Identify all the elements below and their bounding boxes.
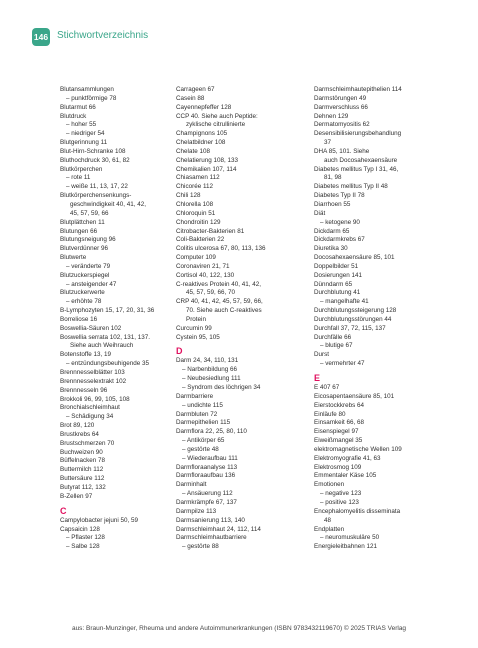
index-entry: Diät [314, 209, 326, 217]
index-subentry: 45, 57, 59, 66, 70 [186, 289, 236, 297]
section-letter: E [314, 373, 321, 383]
index-column-1 [60, 86, 172, 552]
index-subentry: geschwindigkeit 40, 41, 42, [70, 200, 146, 208]
index-entry: DHA 85, 101. Siehe [314, 147, 370, 155]
index-subentry: zyklische citrullinierte [186, 121, 246, 129]
index-entry: Brustschmerzen 70 [60, 439, 115, 447]
index-subentry: – Narbenbildung 66 [182, 366, 237, 374]
index-entry: Boswellia-Säuren 102 [60, 324, 122, 332]
index-entry: Diabetes Typ II 78 [314, 192, 365, 200]
index-subentry: – ketogene 90 [320, 218, 360, 226]
index-subentry: – Ansäuerung 112 [182, 490, 233, 498]
index-entry: Darm 24, 34, 110, 131 [176, 357, 239, 365]
index-subentry: – neuromuskuläre 50 [320, 534, 380, 542]
index-entry: Curcumin 99 [176, 324, 212, 332]
section-letter: D [176, 346, 183, 357]
index-entry: Emmentaler Käse 105 [314, 472, 377, 480]
index-entry: Brennnesseln 96 [60, 386, 108, 394]
index-entry: Desensibilisierungsbehandlung [314, 130, 402, 138]
index-entry: Casein 88 [176, 94, 205, 102]
index-subentry: – hoher 55 [66, 121, 97, 129]
index-subentry: 45, 57, 59, 66 [70, 209, 109, 217]
index-entry: Chicorée 112 [176, 183, 213, 191]
index-entry: Blutkörperchensenkungs- [60, 192, 132, 200]
index-entry: Durchfälle 66 [314, 333, 352, 341]
index-entry: Durst [314, 351, 330, 359]
index-entry: Blutplättchen 11 [60, 218, 105, 226]
index-entry: Blutkörperchen [60, 165, 103, 173]
index-subentry: – Neubesiedlung 111 [182, 375, 241, 383]
index-subentry: – gestörte 88 [182, 543, 219, 551]
index-subentry: – entzündungsbeuhigende 35 [66, 360, 149, 368]
index-entry: Eisenspiegel 97 [314, 428, 359, 436]
index-subentry: – veränderte 79 [66, 262, 111, 270]
index-entry: Citrobacter-Bakterien 81 [176, 227, 245, 235]
index-entry: Champignons 105 [176, 130, 228, 138]
index-entry: Durchblutungsstörungen 44 [314, 315, 392, 323]
index-subentry: 37 [324, 139, 332, 147]
index-subentry: 48 [324, 516, 332, 524]
index-entry: E 407 67 [314, 384, 340, 391]
index-entry: Brot 89, 120 [60, 422, 95, 430]
index-entry: Colitis ulcerosa 67, 80, 113, 136 [176, 245, 266, 253]
index-subentry: 81, 98 [324, 174, 342, 182]
index-entry: Elektrosmog 109 [314, 463, 362, 471]
index-entry: Darmbluten 72 [176, 410, 218, 418]
index-entry: Coronaviren 21, 71 [176, 262, 230, 270]
section-letter: C [60, 505, 67, 516]
index-subentry: – Syndrom des löchrigen 34 [182, 384, 261, 391]
index-entry: Brokkoli 96, 99, 105, 108 [60, 395, 130, 403]
index-entry: Carrageen 67 [176, 86, 215, 93]
index-entry: Blutungsneigung 96 [60, 236, 116, 244]
index-entry: Chlorella 108 [176, 200, 214, 208]
index-entry: Dosierungen 141 [314, 271, 362, 279]
index-entry: Borreliose 16 [60, 315, 98, 323]
index-entry: Durchfall 37, 72, 115, 137 [314, 324, 386, 332]
index-subentry: – erhöhte 78 [66, 298, 102, 306]
index-entry: Brennnesselextrakt 102 [60, 377, 127, 385]
index-entry: Durchblutungssteigerung 128 [314, 307, 397, 315]
index-entry: Bronchialschleimhaut [60, 404, 120, 412]
index-entry: Darmschleimhautbarriere [176, 534, 247, 542]
index-entry: Butyrat 112, 132 [60, 483, 106, 491]
index-entry: Durchblutung 41 [314, 289, 361, 297]
index-entry: Einsamkeit 66, 68 [314, 419, 365, 427]
index-entry: Bluthochdruck 30, 61, 82 [60, 156, 130, 164]
index-entry: Cortisol 40, 122, 130 [176, 271, 235, 279]
index-entry: Blutansammlungen [60, 86, 114, 93]
index-entry: B-Zellen 97 [60, 492, 93, 500]
index-entry: Darmepithelien 115 [176, 419, 231, 427]
index-subentry: – Salbe 128 [66, 543, 100, 551]
index-entry: Chelate 108 [176, 147, 210, 155]
index-subentry: – undichte 115 [182, 401, 223, 409]
index-entry: Dermatomyositis 62 [314, 121, 370, 129]
index-subentry: – niedriger 54 [66, 130, 105, 138]
index-entry: Blutdruck [60, 112, 87, 120]
index-entry: Einläufe 80 [314, 410, 346, 418]
index-entry: CCP 40. Siehe auch Peptide: [176, 112, 258, 120]
index-subentry: – gestörte 48 [182, 445, 219, 453]
index-subentry: – Antikörper 65 [182, 437, 225, 445]
index-entry: Dickdarmkrebs 67 [314, 236, 365, 244]
index-entry: Botenstoffe 13, 19 [60, 351, 111, 359]
index-entry: Buchweizen 90 [60, 448, 103, 456]
index-subentry: – Pflaster 128 [66, 534, 105, 542]
index-entry: Blutgerinnung 11 [60, 139, 108, 147]
index-entry: Blutverdünner 96 [60, 245, 108, 253]
index-entry: Diabetes mellitus Typ II 48 [314, 183, 388, 191]
index-entry: B-Lymphozyten 15, 17, 20, 31, 36 [60, 307, 155, 315]
index-subentry: Protein [186, 315, 206, 323]
index-entry: Endplatten [314, 525, 345, 533]
page-number-badge: 146 [32, 28, 50, 46]
index-subentry: – Wiederaufbau 111 [182, 454, 238, 462]
index-entry: Darmstörungen 49 [314, 94, 367, 102]
index-subentry: auch Docosahexaensäure [324, 156, 398, 164]
index-entry: Diuretika 30 [314, 245, 348, 253]
index-entry: Eicosapentaensäure 85, 101 [314, 392, 395, 400]
index-entry: Boswellia serrata 102, 131, 137. [60, 333, 150, 341]
index-entry: Computer 109 [176, 254, 216, 262]
index-entry: Brennnesselblätter 103 [60, 369, 125, 376]
index-entry: Chelatierung 108, 133 [176, 156, 238, 164]
index-entry: Dünndarm 65 [314, 280, 353, 288]
index-entry: Energieleitbahnen 121 [314, 543, 378, 551]
index-subentry: 70. Siehe auch C-reaktives [186, 307, 262, 315]
index-entry: Cystein 95, 105 [176, 333, 220, 341]
index-entry: Cayennepfeffer 128 [176, 103, 232, 111]
index-subentry: – punktförmige 78 [66, 94, 117, 102]
index-subentry: – mangelhafte 41 [320, 298, 369, 306]
index-entry: Darmschleimhaut 24, 112, 114 [176, 525, 261, 533]
index-entry: Darmschleimhautepithelien 114 [314, 86, 402, 93]
index-entry: Chili 128 [176, 192, 201, 200]
index-entry: Blutungen 66 [60, 227, 98, 235]
index-subentry: – weiße 11, 13, 17, 22 [66, 183, 128, 191]
index-entry: Blutarmut 66 [60, 103, 96, 111]
index-entry: Chelatbildner 108 [176, 139, 226, 147]
index-entry: CRP 40, 41, 42, 45, 57, 59, 66, [176, 298, 263, 306]
index-entry: Blutzuckerwerte [60, 289, 105, 297]
index-entry: Blutwerte [60, 254, 87, 262]
index-entry: Eierstockkrebs 64 [314, 401, 365, 409]
index-entry: Encephalomyelitis disseminata [314, 507, 401, 515]
index-entry: Darmfloraaufbau 136 [176, 472, 236, 480]
index-entry: Buttermilch 112 [60, 466, 104, 474]
index-subentry: – ansteigender 47 [66, 280, 117, 288]
index-column-3 [314, 86, 462, 552]
index-entry: Darmfloraanalyse 113 [176, 463, 238, 471]
index-entry: Doppelbilder 51 [314, 262, 359, 270]
index-entry: Coli-Bakterien 22 [176, 236, 225, 244]
index-entry: Darmverschluss 66 [314, 103, 368, 111]
index-entry: Brustkrebs 64 [60, 430, 99, 438]
index-entry: Darmpilze 113 [176, 507, 217, 515]
index-entry: Darmbarriere [176, 392, 214, 400]
index-subentry: – blutige 67 [320, 342, 353, 350]
index-entry: Eiweißmangel 35 [314, 437, 363, 445]
index-entry: Elektromyografie 41, 63 [314, 454, 381, 462]
index-entry: Capsaicin 128 [60, 525, 100, 533]
index-entry: Darminhalt [176, 481, 207, 489]
index-entry: Darmsanierung 113, 140 [176, 516, 245, 524]
index-entry: Dehnen 129 [314, 112, 349, 120]
index-entry: Blut-Hirn-Schranke 108 [60, 147, 126, 155]
index-subentry: – positive 123 [320, 498, 359, 506]
index-entry: Darmflora 22, 25, 80, 110 [176, 428, 247, 436]
index-subentry: – vermehrter 47 [320, 360, 365, 368]
index-entry: Blutzuckerspiegel [60, 271, 110, 279]
index-subentry: – negative 123 [320, 490, 362, 498]
index-entry: Buttersäure 112 [60, 475, 105, 483]
index-subentry: – Schädigung 34 [66, 413, 114, 421]
index-entry: Emotionen [314, 481, 345, 489]
index-entry: Chemikalien 107, 114 [176, 165, 237, 173]
index-subentry: – rote 11 [66, 174, 91, 182]
index-subentry: Siehe auch Weihrauch [70, 342, 134, 350]
index-entry: Docosahexaensäure 85, 101 [314, 254, 395, 262]
index-entry: Dickdarm 65 [314, 227, 350, 235]
index-entry: elektromagnetische Wellen 109 [314, 445, 402, 453]
page-title: Stichwortverzeichnis [57, 30, 149, 41]
index-entry: Chondroitin 129 [176, 218, 221, 226]
index-entry: Diabetes mellitus Typ I 31, 46, [314, 165, 399, 173]
index-entry: Campylobacter jejuni 50, 59 [60, 516, 139, 524]
index-entry: C-reaktives Protein 40, 41, 42, [176, 280, 262, 288]
index-column-2 [176, 86, 308, 552]
index-entry: Chiasamen 112 [176, 174, 220, 182]
index-entry: Büffelnacken 78 [60, 457, 106, 465]
source-footer: aus: Braun-Munzinger, Rheuma und andere Autoimmunerkrankungen (ISBN 9783432119670) © 2025 TRIAS Verlag [71, 625, 407, 632]
index-entry: Diarrhoen 55 [314, 200, 351, 208]
index-entry: Darmkrämpfe 67, 137 [176, 498, 237, 506]
index-entry: Chloroquin 51 [176, 209, 216, 217]
